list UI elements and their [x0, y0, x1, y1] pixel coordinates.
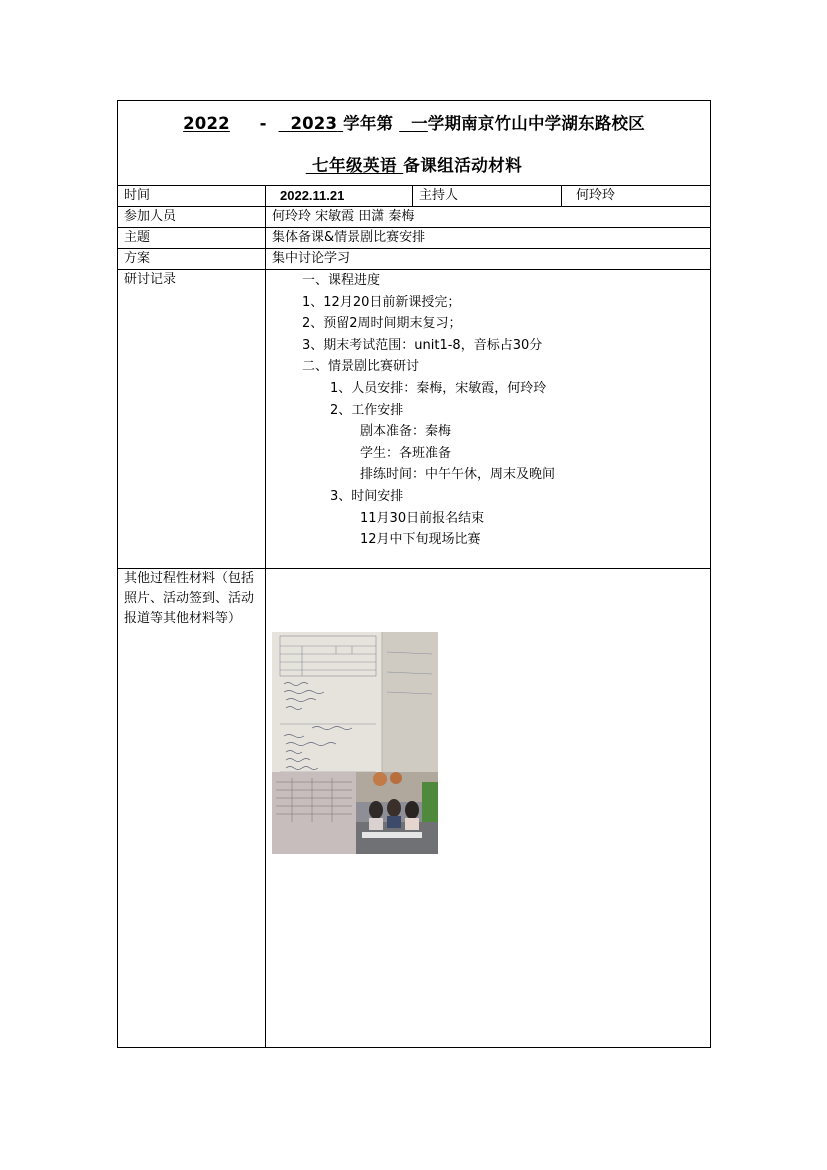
host-value: 何玲玲: [562, 186, 711, 207]
plan-row: [118, 249, 711, 270]
note-line: 1、12月20日前新课授完；: [302, 294, 461, 310]
topic-label: 主题: [118, 228, 266, 249]
note-line: 12月中下旬现场比赛: [360, 532, 481, 548]
members-value: 何玲玲 宋敏霞 田潇 秦梅: [266, 207, 711, 228]
note-line: 2、工作安排: [330, 402, 404, 418]
year-end: 2023: [290, 114, 338, 133]
time-label: 时间: [118, 186, 266, 207]
record-row: [118, 270, 711, 569]
activity-photo-collage: [272, 632, 438, 854]
note-line: 剧本准备：秦梅: [360, 424, 452, 440]
title-line-2: [118, 156, 710, 176]
note-line: 二、情景剧比赛研讨: [302, 359, 420, 375]
note-line: 3、时间安排: [330, 488, 404, 504]
title-cell: [118, 101, 711, 186]
record-label: 研讨记录: [118, 270, 266, 569]
topic-value: 集体备课&情景剧比赛安排: [266, 228, 711, 249]
plan-label: 方案: [118, 249, 266, 270]
xuenian-text: 学年第: [343, 114, 394, 133]
members-row: [118, 207, 711, 228]
term-number: 一: [411, 114, 428, 133]
plan-value: 集中讨论学习: [266, 249, 711, 270]
activity-title: 备课组活动材料: [403, 156, 523, 175]
note-line: 1、人员安排：秦梅，宋敏霞，何玲玲: [330, 380, 547, 396]
note-line: 排练时间：中午午休，周末及晚间: [360, 467, 556, 483]
host-label: 主持人: [413, 186, 562, 207]
members-label: 参加人员: [118, 207, 266, 228]
year-dash: -: [259, 114, 267, 133]
group-name: 七年级英语: [312, 156, 397, 175]
record-notes: [266, 270, 711, 569]
other-materials-label: 其他过程性材料（包括照片、活动签到、活动报道等其他材料等）: [118, 569, 266, 1048]
title-row: [118, 101, 711, 186]
activity-form-table: [117, 100, 711, 1048]
time-row: [118, 186, 711, 207]
note-line: 一、课程进度: [302, 273, 381, 288]
note-line: 3、期末考试范围：unit1-8，音标占30分: [302, 337, 543, 353]
topic-row: [118, 228, 711, 249]
note-line: 11月30日前报名结束: [360, 510, 485, 526]
document: [117, 100, 710, 1048]
title-line-1: [118, 114, 710, 134]
school-name: 学期南京竹山中学湖东路校区: [427, 114, 645, 133]
note-line: 学生：各班准备: [360, 445, 452, 461]
year-start: 2022: [183, 114, 230, 133]
note-line: 2、预留2周时间期末复习；: [302, 316, 462, 332]
time-value: 2022.11.21: [266, 186, 413, 207]
